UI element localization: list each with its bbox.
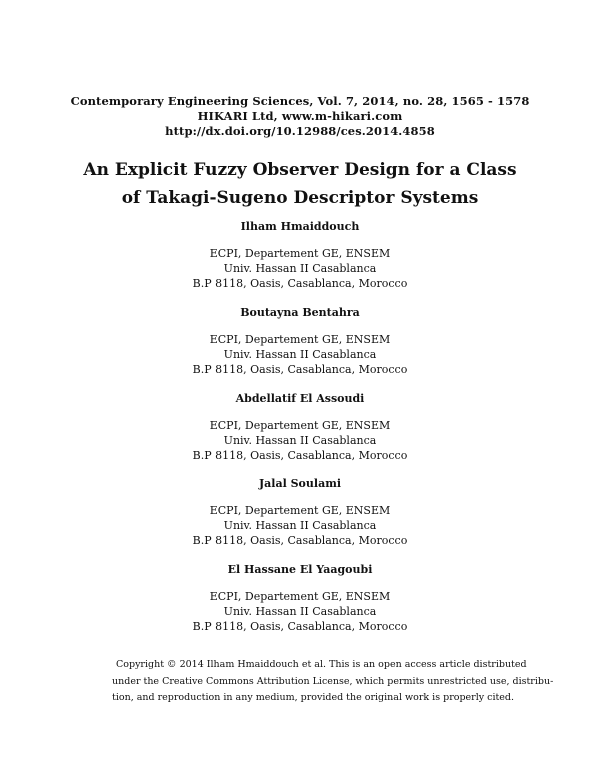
affiliation-line: ECPI, Departement GE, ENSEM	[209, 504, 391, 517]
author-name: Boutayna Bentahra	[240, 306, 360, 319]
affiliation-line: Univ. Hassan II Casablanca	[223, 605, 377, 618]
affiliation-line: ECPI, Departement GE, ENSEM	[209, 333, 391, 346]
affiliation-line: Univ. Hassan II Casablanca	[223, 348, 377, 361]
title-line-1: An Explicit Fuzzy Observer Design for a Class	[83, 160, 517, 180]
affiliation-line: B.P 8118, Oasis, Casablanca, Morocco	[192, 449, 408, 462]
copyright-line: tion, and reproduction in any medium, provided the original work is properly cited.	[112, 692, 515, 703]
paper-title	[0, 156, 600, 212]
author-affiliation	[0, 332, 600, 377]
doi-line: http://dx.doi.org/10.12988/ces.2014.4858	[165, 124, 435, 138]
affiliation-line: ECPI, Departement GE, ENSEM	[209, 419, 391, 432]
affiliation-line: Univ. Hassan II Casablanca	[223, 262, 377, 275]
copyright-line: under the Creative Commons Attribution License, which permits unrestricted use, distribu-	[112, 675, 554, 687]
affiliation-line: ECPI, Departement GE, ENSEM	[209, 590, 391, 603]
author-affiliation	[0, 589, 600, 634]
author-block-3	[0, 392, 600, 463]
author-affiliation	[0, 246, 600, 291]
copyright-notice	[112, 657, 554, 707]
affiliation-line: B.P 8118, Oasis, Casablanca, Morocco	[192, 620, 408, 633]
affiliation-line: B.P 8118, Oasis, Casablanca, Morocco	[192, 277, 408, 290]
affiliation-line: ECPI, Departement GE, ENSEM	[209, 247, 391, 260]
affiliation-line: B.P 8118, Oasis, Casablanca, Morocco	[192, 363, 408, 376]
title-line-2: of Takagi-Sugeno Descriptor Systems	[121, 188, 479, 208]
author-block-2	[0, 306, 600, 377]
journal-header	[0, 94, 600, 139]
author-block-5	[0, 563, 600, 634]
author-affiliation	[0, 418, 600, 463]
journal-citation: Contemporary Engineering Sciences, Vol. 7, 2014, no. 28, 1565 - 1578	[70, 94, 530, 108]
author-affiliation	[0, 503, 600, 548]
author-name: Ilham Hmaiddouch	[240, 220, 360, 233]
affiliation-line: B.P 8118, Oasis, Casablanca, Morocco	[192, 534, 408, 547]
author-block-1	[0, 220, 600, 291]
author-name: El Hassane El Yaagoubi	[227, 563, 373, 576]
author-name: Jalal Soulami	[258, 477, 342, 490]
affiliation-line: Univ. Hassan II Casablanca	[223, 434, 377, 447]
copyright-line: Copyright © 2014 Ilham Hmaiddouch et al. This is an open access article distributed	[116, 659, 527, 670]
publisher-line: HIKARI Ltd, www.m-hikari.com	[197, 109, 403, 123]
author-block-4	[0, 477, 600, 548]
author-name: Abdellatif El Assoudi	[235, 392, 365, 405]
affiliation-line: Univ. Hassan II Casablanca	[223, 519, 377, 532]
